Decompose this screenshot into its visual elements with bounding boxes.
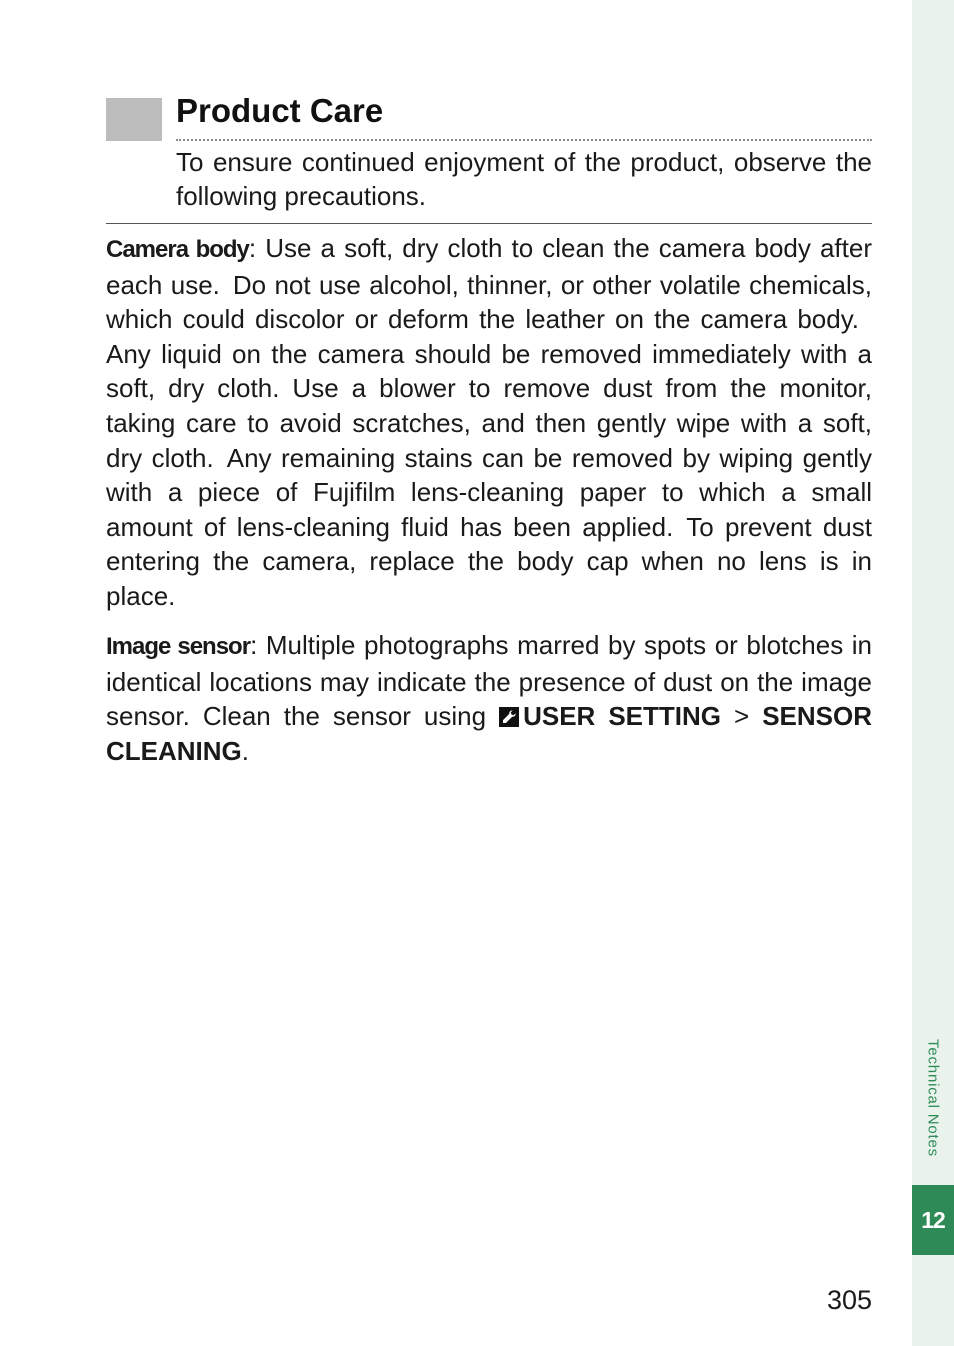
chapter-number-tab[interactable]: 12: [912, 1185, 954, 1255]
title-divider: [176, 139, 872, 141]
menu-separator: >: [721, 701, 763, 732]
sentence-end: .: [241, 735, 250, 766]
section-divider: [106, 223, 872, 224]
intro-text: To ensure continued enjoyment of the product, observe the following precautions.: [176, 147, 872, 211]
chapter-name-label: Technical Notes: [924, 1039, 942, 1157]
user-setting-menu: USER SETTING: [523, 701, 721, 732]
camera-body-text: : Use a soft, dry cloth to clean the camera body after each use. Do not use alcohol, thinner, or other volatile chemicals, which could discolor or deform the leather on the camera body. Any liquid on the camera should be removed immediately with a soft, dry cloth. Use a blower to remove dust from the monitor, taking care to avoid scratches, and then gently wipe with a soft, dry cloth. Any remaining stains can be removed by wiping gently with a piece of Fujifilm lens-cleaning paper to which a small amount of lens-cleaning fluid has been applied. To prevent dust entering the camera, replace the body cap when no lens is in place.: [106, 233, 872, 611]
wrench-icon: [499, 707, 519, 727]
image-sensor-text: : Multiple photographs marred by spots or blotches in identical locations may indicate the presence of dust on the image sensor. Clean the sensor using: [106, 630, 872, 732]
section-marker: [106, 98, 162, 141]
page-title: Product Care: [176, 92, 384, 129]
page-number: 305: [826, 1285, 872, 1315]
sensor-cleaning-menu: SENSOR CLEANING: [106, 701, 872, 766]
term-image-sensor: Image sensor: [106, 633, 251, 660]
term-camera-body: Camera body: [106, 236, 249, 263]
camera-body-paragraph: [106, 231, 872, 614]
image-sensor-paragraph: [106, 628, 872, 768]
